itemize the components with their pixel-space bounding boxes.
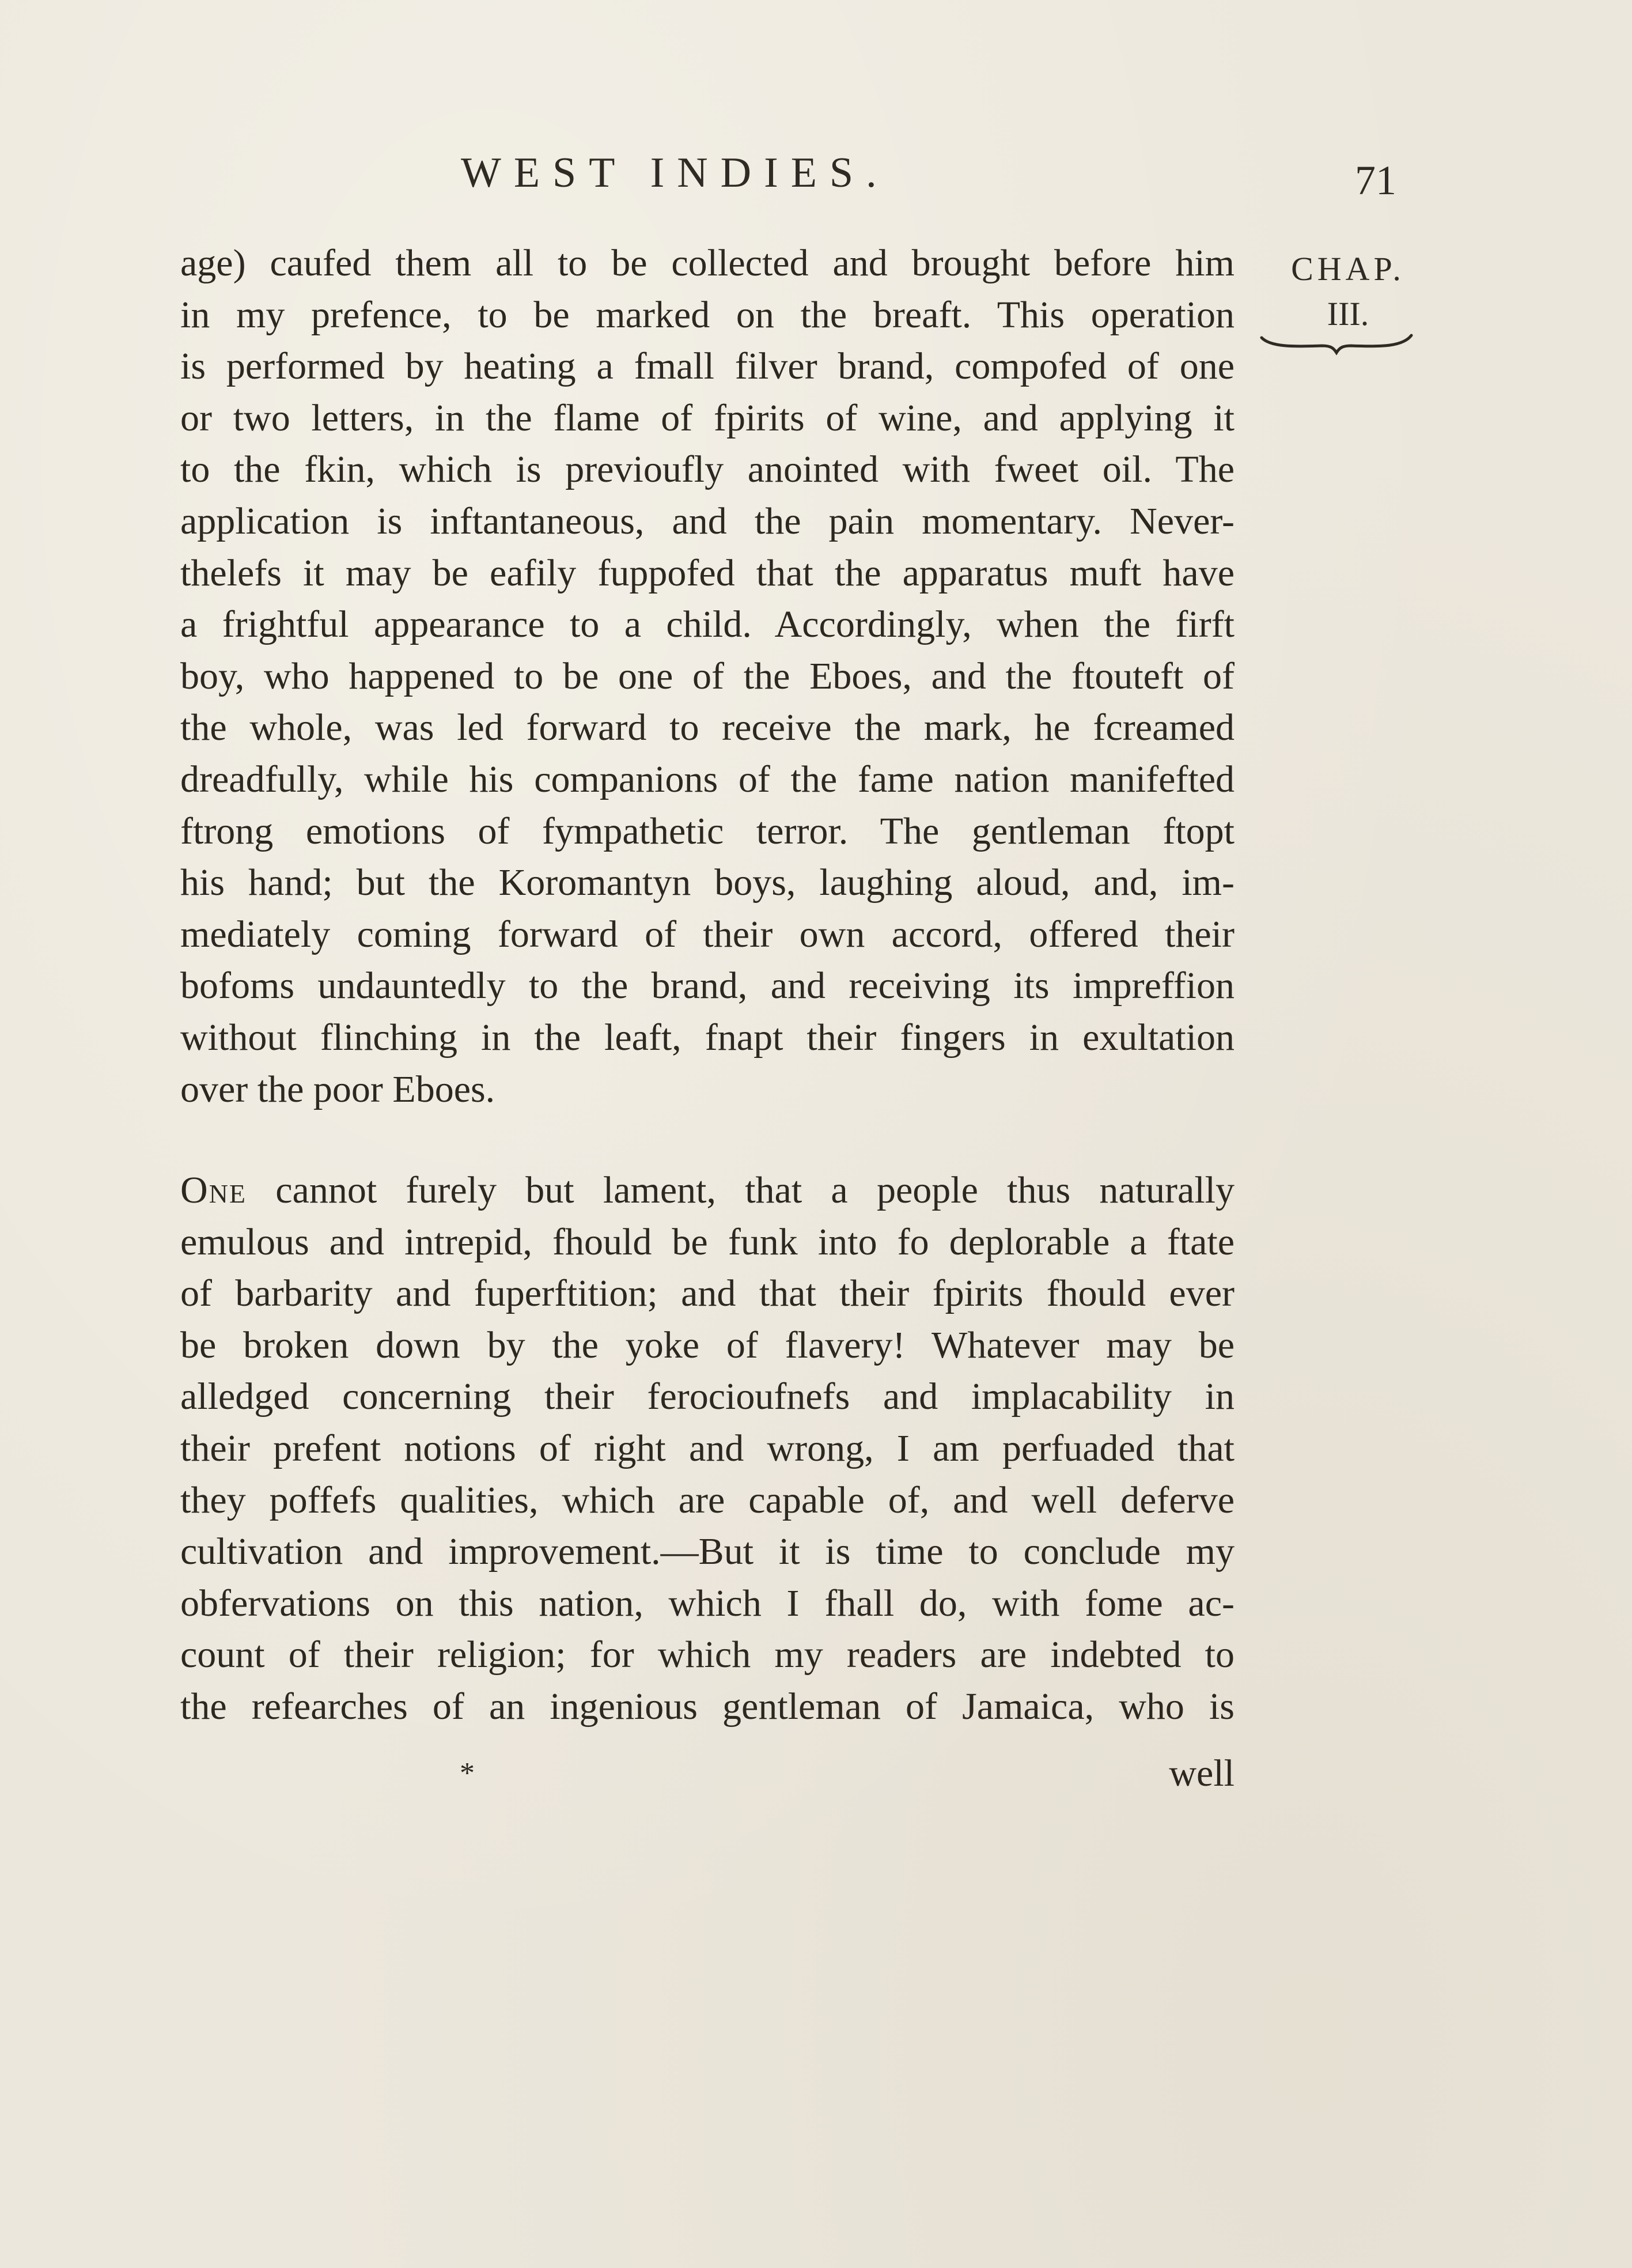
- text-line: [180, 1371, 1235, 1423]
- paragraph-lead-word: One: [180, 1169, 247, 1212]
- text-line-content: his hand; but the Koromantyn boys, laughing aloud, and, im-: [180, 861, 1235, 904]
- running-title: WEST INDIES.: [461, 149, 889, 196]
- text-line-content: thelefs it may be eafily fuppofed that the apparatus muft have: [180, 551, 1235, 594]
- text-line: [180, 960, 1235, 1012]
- text-line-content: dreadfully, while his companions of the fame nation manifefted: [180, 758, 1235, 800]
- text-line: [180, 1216, 1235, 1268]
- text-line-content: application is inftantaneous, and the pain momentary. Never-: [180, 500, 1235, 542]
- text-line: [180, 444, 1235, 496]
- text-line: [180, 237, 1235, 289]
- text-line-content: their prefent notions of right and wrong, I am perfuaded that: [180, 1427, 1235, 1470]
- text-line: [180, 909, 1235, 961]
- signature-mark: *: [460, 1757, 475, 1790]
- text-line: [180, 1526, 1235, 1578]
- text-line: [180, 1578, 1235, 1630]
- text-line-content: obfervations on this nation, which I fhall do, with fome ac-: [180, 1582, 1235, 1624]
- text-line: [180, 1064, 1235, 1116]
- text-line: [180, 289, 1235, 341]
- text-line-content: be broken down by the yoke of flavery! Whatever may be: [180, 1324, 1235, 1366]
- catch-line: [180, 1748, 1235, 1800]
- catchword: well: [1169, 1752, 1235, 1794]
- text-line-content: count of their religion; for which my readers are indebted to: [180, 1634, 1235, 1676]
- text-line: [180, 547, 1235, 599]
- body-text: [180, 237, 1235, 1733]
- text-line-content: is performed by heating a fmall filver brand, compofed of one: [180, 345, 1235, 388]
- text-line: [180, 1268, 1235, 1320]
- text-line-content: mediately coming forward of their own accord, offered their: [180, 913, 1235, 955]
- curly-brace-ornament: [1259, 333, 1414, 356]
- chapter-label: CHAP.: [1291, 250, 1405, 288]
- text-line-content: to the fkin, which is previoufly anointed with fweet oil. The: [180, 448, 1235, 491]
- text-line-content: of barbarity and fuperftition; and that their fpirits fhould ever: [180, 1272, 1235, 1315]
- paragraph-2: [180, 1165, 1235, 1733]
- text-line-content: ftrong emotions of fympathetic terror. The gentleman ftopt: [180, 810, 1235, 852]
- text-line: [180, 702, 1235, 754]
- text-line: [180, 1165, 1235, 1216]
- text-line: [180, 1629, 1235, 1681]
- chapter-number: III.: [1327, 295, 1369, 332]
- text-line: [180, 651, 1235, 702]
- text-line-content: age) caufed them all to be collected and brought before him: [180, 242, 1235, 284]
- text-line-content: a frightful appearance to a child. Accordingly, when the firft: [180, 603, 1235, 646]
- text-line-content: cultivation and improvement.—But it is time to conclude my: [180, 1530, 1235, 1573]
- paragraph-1: [180, 237, 1235, 1115]
- chapter-margin-note: [1273, 247, 1423, 337]
- text-line-content: emulous and intrepid, fhould be funk into fo deplorable a ftate: [180, 1220, 1235, 1263]
- text-line: [180, 857, 1235, 909]
- text-line-content: the refearches of an ingenious gentleman of Jamaica, who is: [180, 1685, 1235, 1728]
- text-line: [180, 754, 1235, 806]
- text-line: [180, 496, 1235, 547]
- text-line-content: in my prefence, to be marked on the breaft. This operation: [180, 293, 1235, 336]
- text-line: [180, 392, 1235, 444]
- text-line: [180, 806, 1235, 857]
- text-line: [180, 1320, 1235, 1371]
- text-line: [180, 1681, 1235, 1733]
- text-line-content: alledged concerning their ferocioufnefs and implacability in: [180, 1375, 1235, 1418]
- text-line-content: they poffefs qualities, which are capable of, and well deferve: [180, 1479, 1235, 1521]
- text-line: [180, 1475, 1235, 1526]
- text-line: [180, 599, 1235, 651]
- text-line-content: boy, who happened to be one of the Eboes, and the ftouteft of: [180, 655, 1235, 697]
- text-line-content: without flinching in the leaft, fnapt their fingers in exultation: [180, 1016, 1235, 1059]
- text-line-content: over the poor Eboes.: [180, 1068, 495, 1110]
- page-number: 71: [1355, 157, 1396, 203]
- text-line-content: the whole, was led forward to receive the mark, he fcreamed: [180, 706, 1235, 749]
- text-line: [180, 1423, 1235, 1475]
- text-line: [180, 1012, 1235, 1064]
- text-line-content: or two letters, in the flame of fpirits of wine, and applying it: [180, 396, 1235, 439]
- text-line-content: cannot furely but lament, that a people thus naturally: [246, 1169, 1235, 1212]
- text-line: [180, 341, 1235, 392]
- text-line-content: bofoms undauntedly to the brand, and receiving its impreffion: [180, 965, 1235, 1007]
